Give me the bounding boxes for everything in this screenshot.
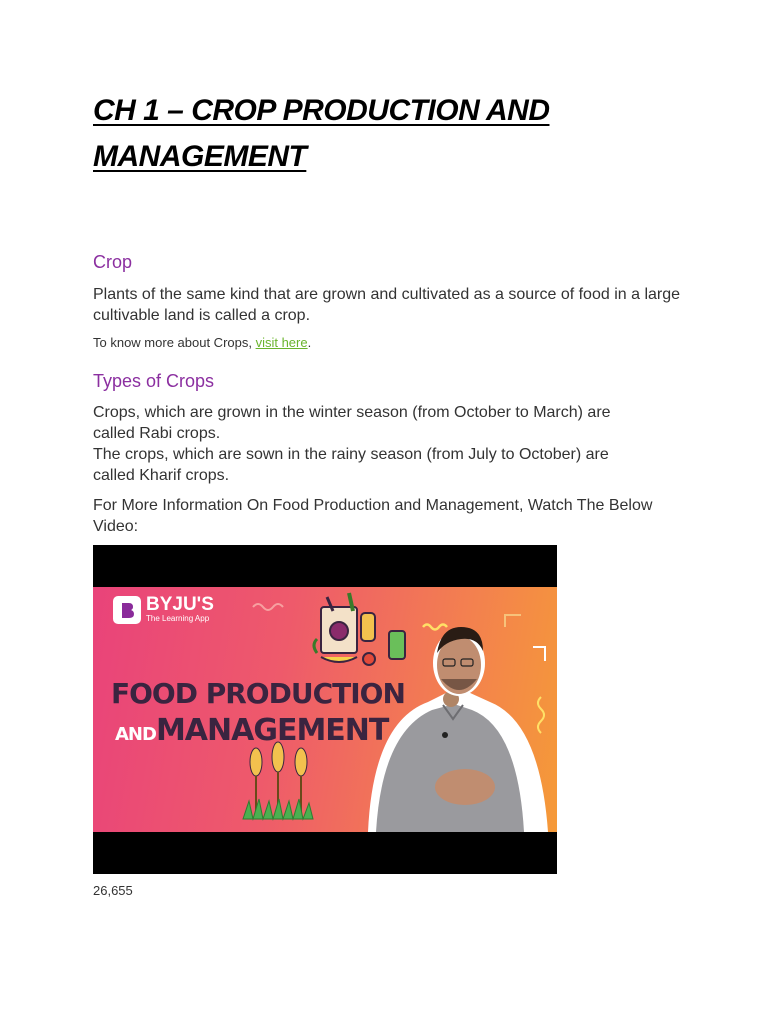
- video-title-and: AND: [115, 724, 156, 745]
- more-info-prefix: To know more about Crops,: [93, 335, 256, 350]
- corner-decor-icon: [533, 647, 545, 661]
- brand-name: BYJU'S: [146, 594, 214, 615]
- brand-tagline: The Learning App: [146, 614, 210, 623]
- grass-icon: [243, 799, 313, 819]
- video-player[interactable]: [93, 545, 557, 874]
- view-count: 26,655: [93, 883, 133, 898]
- squiggle-decor-icon: [538, 697, 544, 733]
- squiggle-decor-icon: [423, 625, 447, 630]
- video-thumbnail[interactable]: [93, 587, 557, 832]
- rabi-crops-text: Crops, which are grown in the winter season (from October to March) are called Rabi crops.: [93, 404, 611, 442]
- video-title-management: MANAGEMENT: [155, 713, 389, 748]
- kharif-crops-text: The crops, which are sown in the rainy season (from July to October) are called Kharif crops.: [93, 446, 609, 484]
- corner-decor-icon: [505, 615, 521, 627]
- crop-more-info: [93, 335, 311, 350]
- byjus-logo-icon: [113, 596, 141, 624]
- visit-here-link[interactable]: visit here: [255, 335, 308, 350]
- crop-definition: Plants of the same kind that are grown and cultivated as a source of food in a large cultivable land is called a crop.: [93, 286, 681, 324]
- section-heading-types: Types of Crops: [93, 371, 215, 391]
- grocery-bag-icon: [314, 593, 405, 665]
- byjus-brand: [113, 595, 214, 624]
- video-title-line1: FOOD PRODUCTION: [111, 677, 405, 710]
- video-intro-text: For More Information On Food Production and Management, Watch The Below Video:: [93, 497, 653, 535]
- squiggle-decor-icon: [253, 604, 283, 610]
- video-title-line2: [115, 713, 388, 748]
- page-title: CH 1 – CROP PRODUCTION AND MANAGEMENT: [93, 94, 550, 173]
- section-heading-crop: Crop: [93, 252, 133, 272]
- more-info-suffix: .: [307, 335, 312, 350]
